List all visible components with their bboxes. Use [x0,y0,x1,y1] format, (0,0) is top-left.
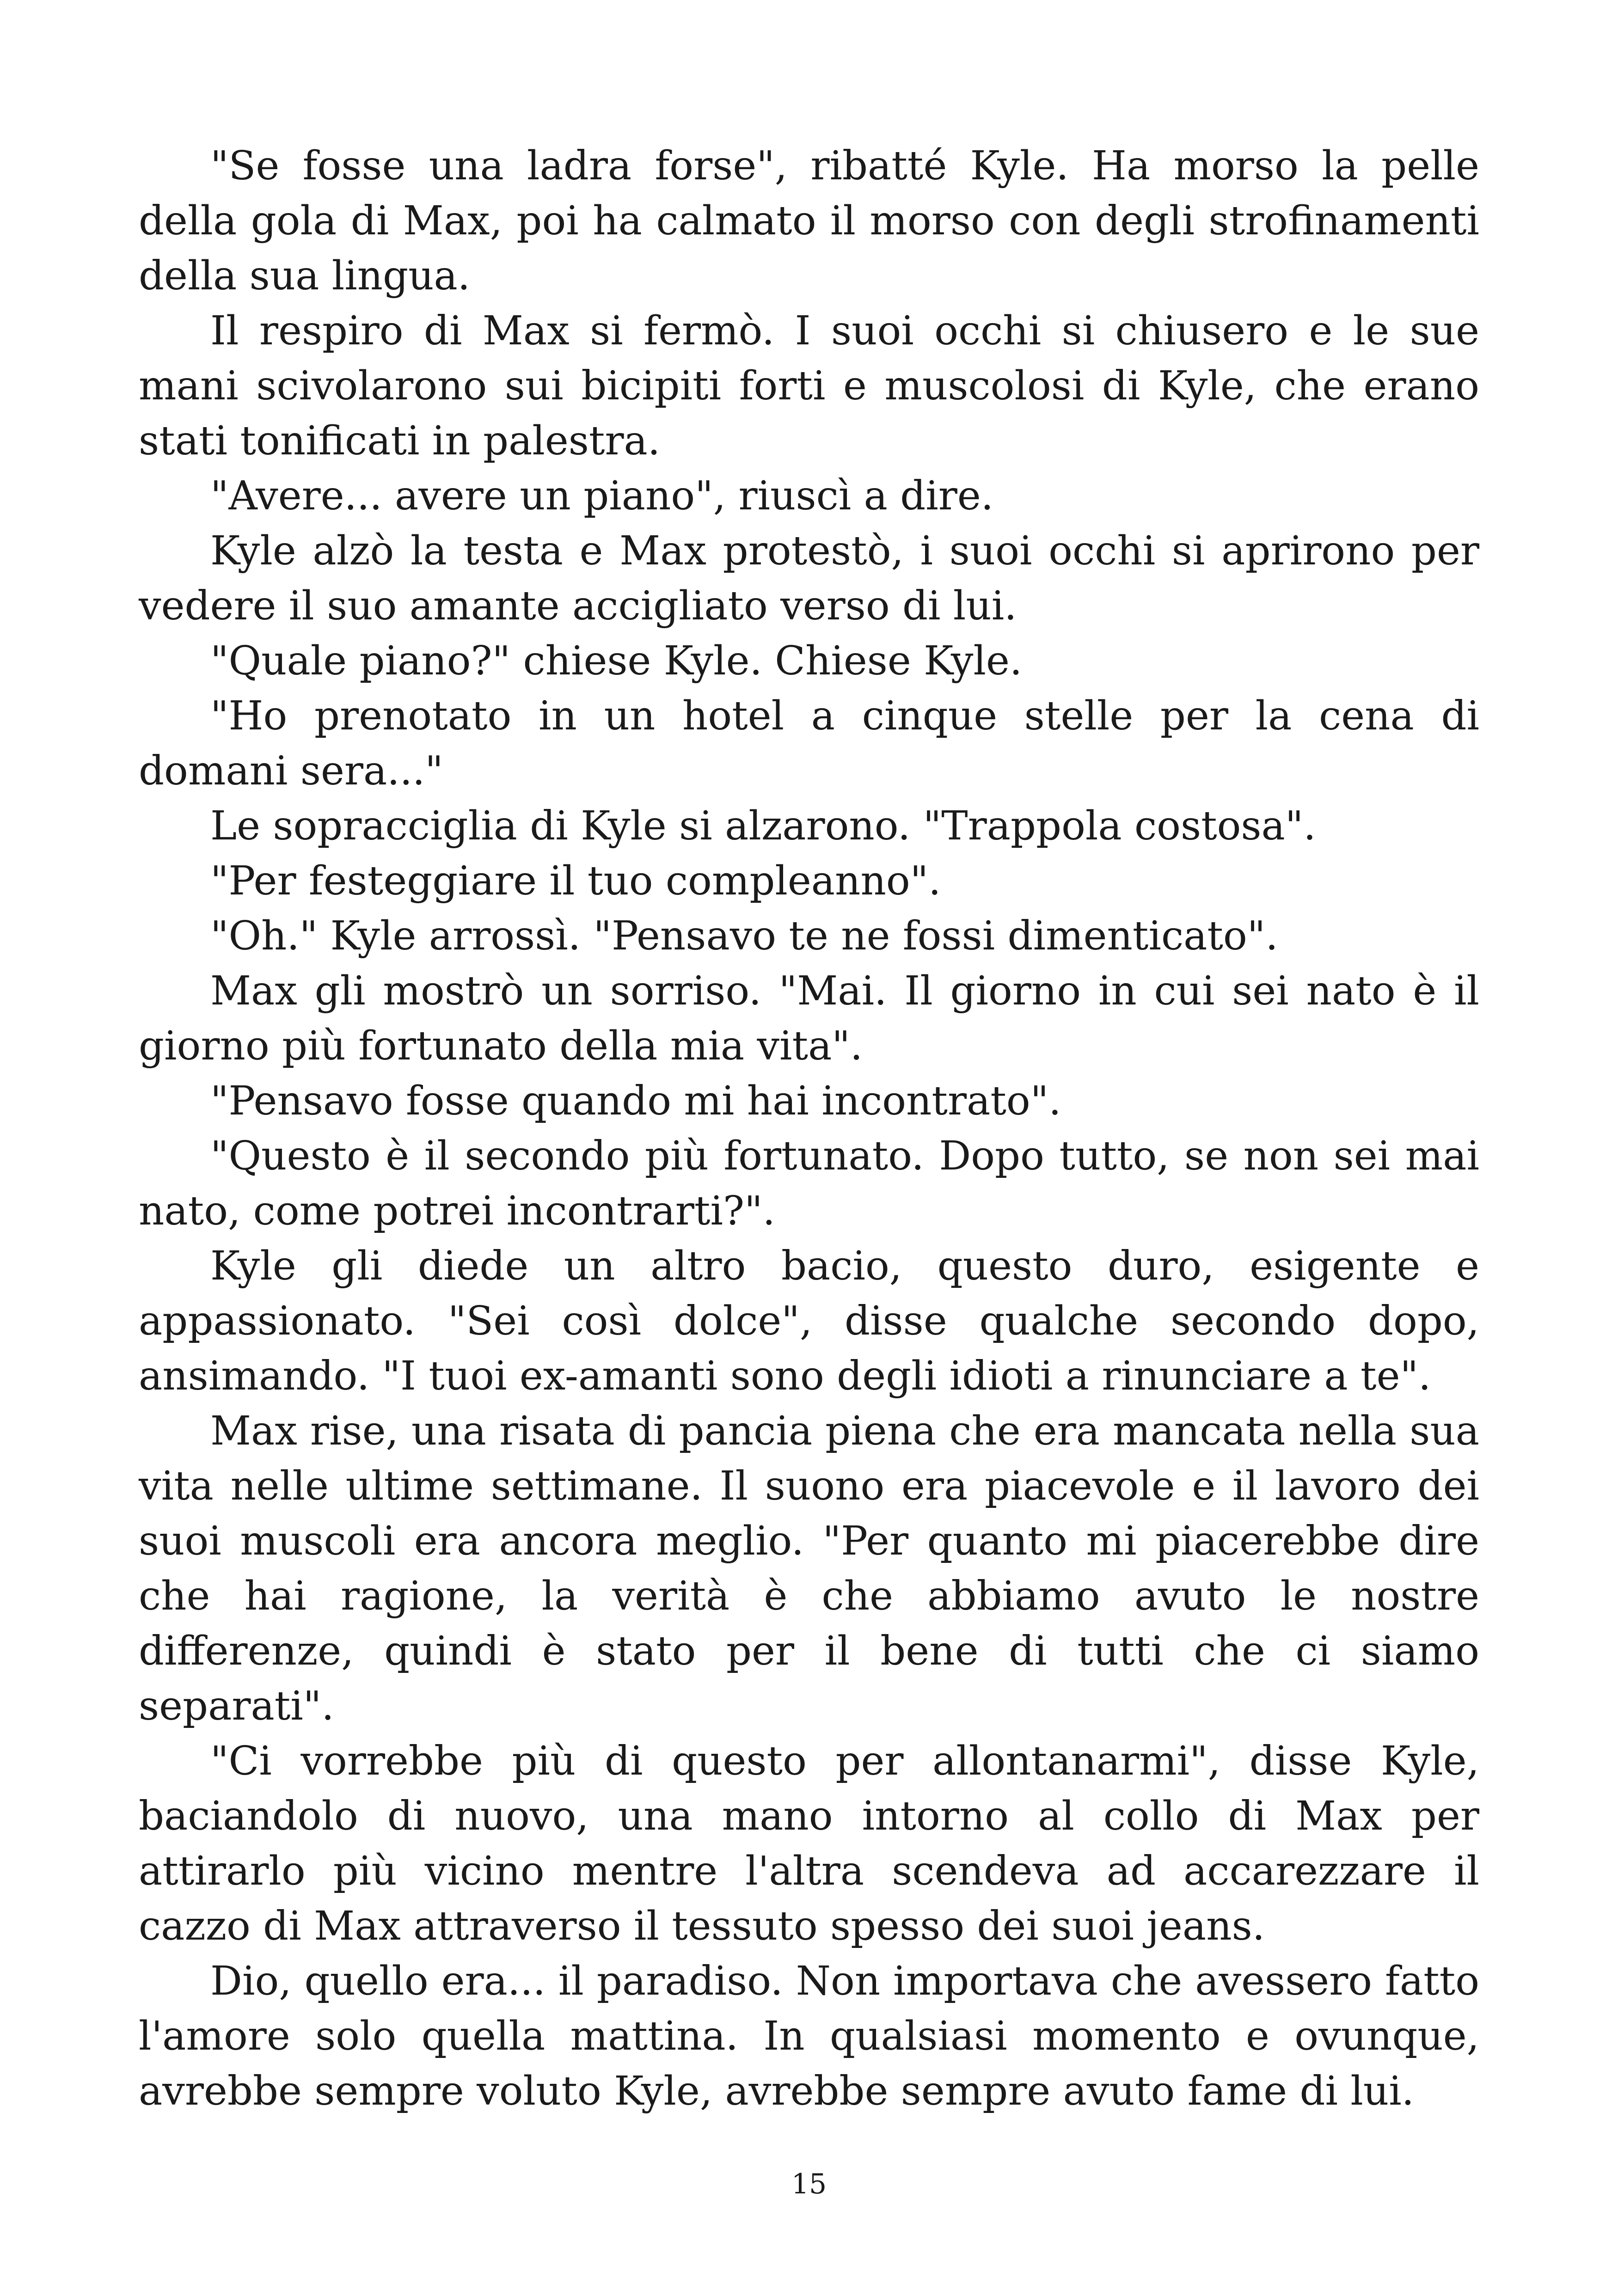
paragraph-5: "Quale piano?" chiese Kyle. Chiese Kyle. [210,638,1023,684]
paragraph-3: "Avere... avere un piano", riuscì a dire. [210,473,994,519]
paragraph-6: "Ho prenotato in un hotel a cinque stelle per la cena di domani sera..." [139,693,1479,794]
paragraph-15: "Ci vorrebbe più di questo per allontanarmi", disse Kyle, baciandolo di nuovo, una mano intorno al collo di Max per attirarlo più vicino mentre l'altra scendeva ad accarezzare il cazzo di Max attraverso il tessuto spesso dei suoi jeans. [139,1738,1479,1949]
paragraph-1: "Se fosse una ladra forse", ribatté Kyle. Ha morso la pelle della gola di Max, poi ha calmato il morso con degli strofinamenti della sua lingua. [139,143,1479,299]
paragraph-14: Max rise, una risata di pancia piena che era mancata nella sua vita nelle ultime settimane. Il suono era piacevole e il lavoro dei suoi muscoli era ancora meglio. "Per quanto mi piacerebbe dire che hai ragione, la verità è che abbiamo avuto le nostre differenze, quindi è stato per il bene di tutti che ci siamo separati". [139,1408,1479,1729]
paragraph-16: Dio, quello era... il paradiso. Non importava che avessero fatto l'amore solo quella mattina. In qualsiasi momento e ovunque, avrebbe sempre voluto Kyle, avrebbe sempre avuto fame di lui. [139,1958,1479,2114]
paragraph-10: Max gli mostrò un sorriso. "Mai. Il giorno in cui sei nato è il giorno più fortunato della mia vita". [139,968,1479,1069]
page-number: 15 [791,2168,827,2200]
body-text [139,139,1479,2119]
paragraph-4: Kyle alzò la testa e Max protestò, i suoi occhi si aprirono per vedere il suo amante accigliato verso di lui. [139,528,1479,629]
paragraph-7: Le sopracciglia di Kyle si alzarono. "Trappola costosa". [210,803,1316,849]
paragraph-11: "Pensavo fosse quando mi hai incontrato". [210,1078,1061,1124]
paragraph-9: "Oh." Kyle arrossì. "Pensavo te ne fossi dimenticato". [210,913,1278,959]
paragraph-2: Il respiro di Max si fermò. I suoi occhi si chiusero e le sue mani scivolarono sui bicipiti forti e muscolosi di Kyle, che erano stati tonificati in palestra. [139,308,1479,464]
paragraph-8: "Per festeggiare il tuo compleanno". [210,858,941,904]
paragraph-13: Kyle gli diede un altro bacio, questo duro, esigente e appassionato. "Sei così dolce", disse qualche secondo dopo, ansimando. "I tuoi ex-amanti sono degli idioti a rinunciare a te". [139,1243,1479,1399]
paragraph-12: "Questo è il secondo più fortunato. Dopo tutto, se non sei mai nato, come potrei incontrarti?". [139,1133,1479,1234]
